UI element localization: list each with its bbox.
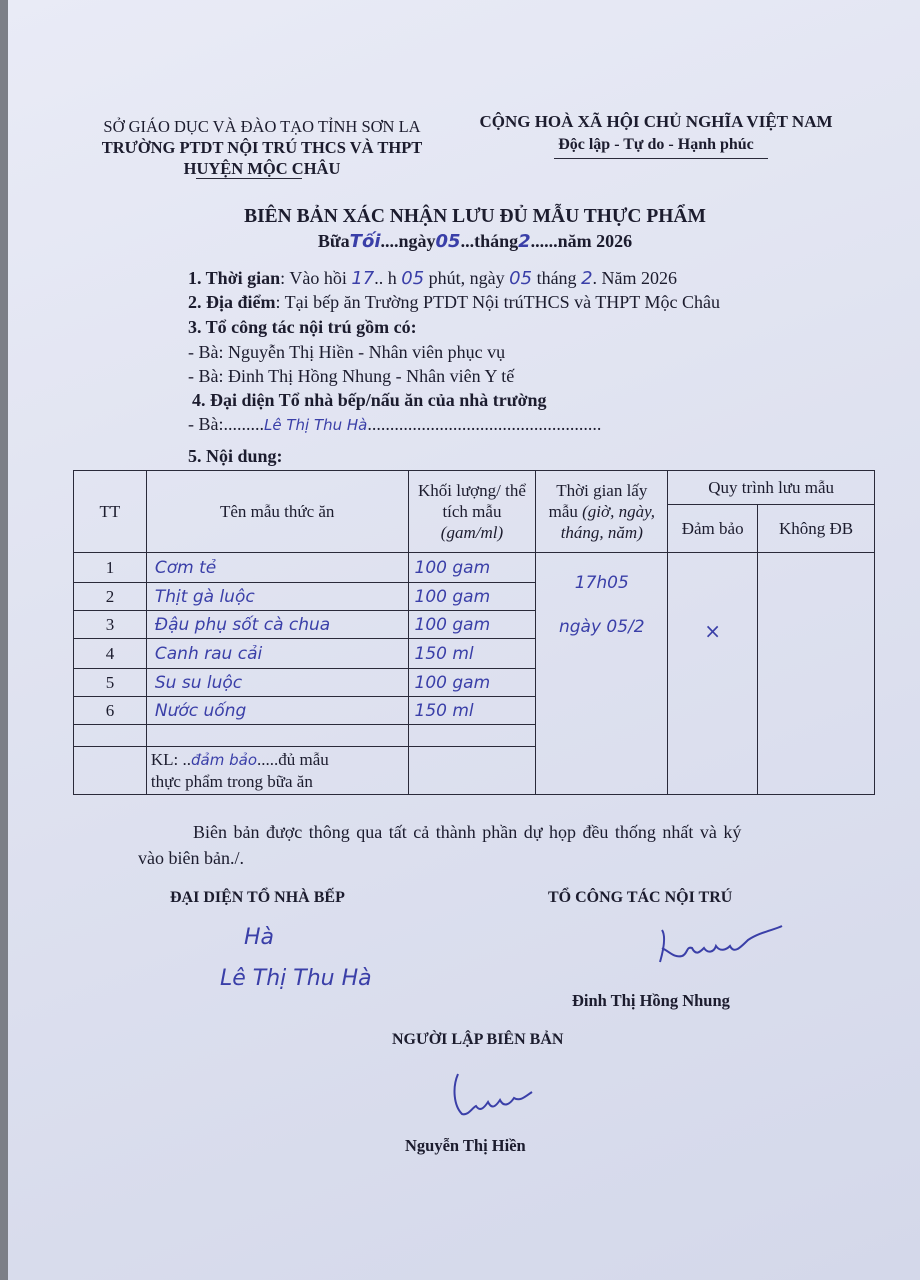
country-name: CỘNG HOÀ XÃ HỘI CHỦ NGHĨA VIỆT NAM	[479, 112, 833, 131]
time-header-line2a: mẫu	[548, 502, 578, 521]
row-mass: 150 ml	[408, 639, 536, 669]
meal-value: Tối	[349, 231, 381, 252]
row-mass: 150 ml	[408, 697, 536, 725]
time-day: 05	[509, 268, 533, 289]
header-left	[82, 116, 442, 179]
item-content-label: 5. Nội dung:	[188, 446, 283, 466]
recorder-name: Nguyễn Thị Hiền	[405, 1136, 526, 1155]
item-kitchen-label: 4. Đại diện Tổ nhà bếp/nấu ăn của nhà trường	[192, 390, 547, 410]
row-mass: 100 gam	[408, 611, 536, 639]
conclusion-value: đảm bảo	[191, 751, 258, 769]
school-name: TRƯỜNG PTDT NỘI TRÚ THCS VÀ THPT	[101, 138, 423, 157]
team-member-2: - Bà: Đinh Thị Hồng Nhung - Nhân viên Y tế	[188, 366, 515, 386]
row-food-name: Thịt gà luộc	[146, 583, 408, 611]
document-title: BIÊN BẢN XÁC NHẬN LƯU ĐỦ MẪU THỰC PHẨM	[244, 206, 706, 227]
row-tt: 6	[74, 697, 147, 725]
empty-tt	[74, 725, 147, 747]
row-food-name: Cơm tẻ	[146, 553, 408, 583]
kitchen-sign-title: ĐẠI DIỆN TỔ NHÀ BẾP	[170, 889, 345, 906]
row-tt: 4	[74, 639, 147, 669]
col-process-header: Quy trình lưu mẫu	[668, 471, 875, 505]
boarding-sign-title: TỔ CÔNG TÁC NỘI TRÚ	[548, 889, 733, 906]
meal-label: Bữa	[317, 231, 350, 251]
notok-cell	[758, 553, 875, 795]
meal-date-line	[150, 231, 800, 252]
kitchen-rep-name: Lê Thị Thu Hà	[264, 416, 368, 434]
col-notok-header: Không ĐB	[758, 505, 875, 553]
sample-time-cell	[536, 553, 668, 795]
conclusion-cell	[146, 747, 408, 795]
kitchen-rep-line	[188, 414, 601, 435]
table-row	[74, 553, 875, 583]
row-tt: 2	[74, 583, 147, 611]
row-mass: 100 gam	[408, 583, 536, 611]
conclusion-mass	[408, 747, 536, 795]
row-food-name: Canh rau cải	[146, 639, 408, 669]
header-left-underline	[196, 178, 302, 179]
col-mass-header	[408, 471, 536, 553]
sample-table	[73, 470, 875, 795]
time-header-line3: tháng, năm)	[560, 523, 643, 542]
item-time-text-2: .. h	[374, 268, 397, 288]
row-mass: 100 gam	[408, 553, 536, 583]
item-location	[188, 292, 720, 313]
empty-mass	[408, 725, 536, 747]
sample-time-line2: ngày 05/2	[558, 617, 645, 637]
time-minute: 05	[401, 268, 425, 289]
item-time-label: 1. Thời gian	[188, 268, 281, 288]
closing-line-2: vào biên bản./.	[138, 848, 244, 868]
time-header-line1: Thời gian lấy	[556, 481, 648, 500]
boarding-signature	[652, 918, 792, 968]
col-name-header: Tên mẫu thức ăn	[146, 471, 408, 553]
item-team-label: 3. Tổ công tác nội trú gồm có:	[188, 317, 417, 337]
district-name: HUYỆN MỘC CHÂU	[183, 159, 341, 178]
motto-underline	[554, 158, 768, 159]
conclusion-tt	[74, 747, 147, 795]
agency-name: SỞ GIÁO DỤC VÀ ĐÀO TẠO TỈNH SƠN LA	[103, 117, 421, 136]
recorder-signature	[448, 1066, 548, 1122]
motto: Độc lập - Tự do - Hạnh phúc	[558, 136, 754, 153]
day-value: 05	[435, 231, 461, 252]
boarding-signer-name: Đinh Thị Hồng Nhung	[572, 991, 730, 1010]
time-month: 2	[581, 268, 593, 289]
item-time-text-3: phút, ngày	[428, 268, 505, 288]
row-tt: 1	[74, 553, 147, 583]
month-value: 2	[518, 231, 531, 252]
conclusion-prefix: KL: ..	[150, 750, 192, 769]
empty-name	[146, 725, 408, 747]
kitchen-signature: Hà	[244, 925, 275, 950]
col-time-header	[536, 471, 668, 553]
col-ok-header: Đảm bảo	[668, 505, 758, 553]
col-tt-header: TT	[74, 471, 147, 553]
item-time	[188, 268, 677, 289]
year-label: ......năm 2026	[530, 231, 633, 251]
mass-header-line2: tích mẫu	[442, 502, 502, 521]
row-mass: 100 gam	[408, 669, 536, 697]
day-label: ....ngày	[380, 231, 436, 251]
mass-header-line3: (gam/ml)	[440, 523, 504, 542]
item-location-text: : Tại bếp ăn Trường PTDT Nội trúTHCS và THPT Mộc Châu	[275, 292, 720, 312]
row-food-name: Nước uống	[146, 697, 408, 725]
month-label: ...tháng	[460, 231, 519, 251]
time-header-line2b: (giờ, ngày,	[582, 502, 655, 521]
row-food-name: Su su luộc	[146, 669, 408, 697]
item-time-text-5: . Năm 2026	[592, 268, 678, 288]
recorder-title: NGƯỜI LẬP BIÊN BẢN	[392, 1031, 564, 1048]
row-tt: 3	[74, 611, 147, 639]
header-right	[470, 110, 842, 156]
sample-time-line1: 17h05	[574, 573, 629, 593]
mass-header-line1: Khối lượng/ thể	[417, 481, 526, 500]
row-tt: 5	[74, 669, 147, 697]
conclusion-suffix: .....đủ mẫu	[257, 750, 329, 769]
kitchen-rep-prefix: - Bà:.........	[188, 414, 264, 434]
kitchen-rep-dots: ....................................................	[367, 414, 602, 434]
item-location-label: 2. Địa điểm	[188, 292, 276, 312]
closing-line-1: Biên bản được thông qua tất cả thành phần dự họp đều thống nhất và ký	[193, 822, 742, 842]
team-member-1: - Bà: Nguyễn Thị Hiền - Nhân viên phục vụ	[188, 342, 506, 362]
ok-mark-cell: ×	[668, 553, 758, 795]
kitchen-handwritten-name: Lê Thị Thu Hà	[220, 966, 372, 991]
item-time-text-4: tháng	[536, 268, 577, 288]
row-food-name: Đậu phụ sốt cà chua	[146, 611, 408, 639]
item-time-text-1: : Vào hồi	[280, 268, 347, 288]
time-hour: 17	[351, 268, 375, 289]
conclusion-line2: thực phẩm trong bữa ăn	[150, 772, 313, 791]
